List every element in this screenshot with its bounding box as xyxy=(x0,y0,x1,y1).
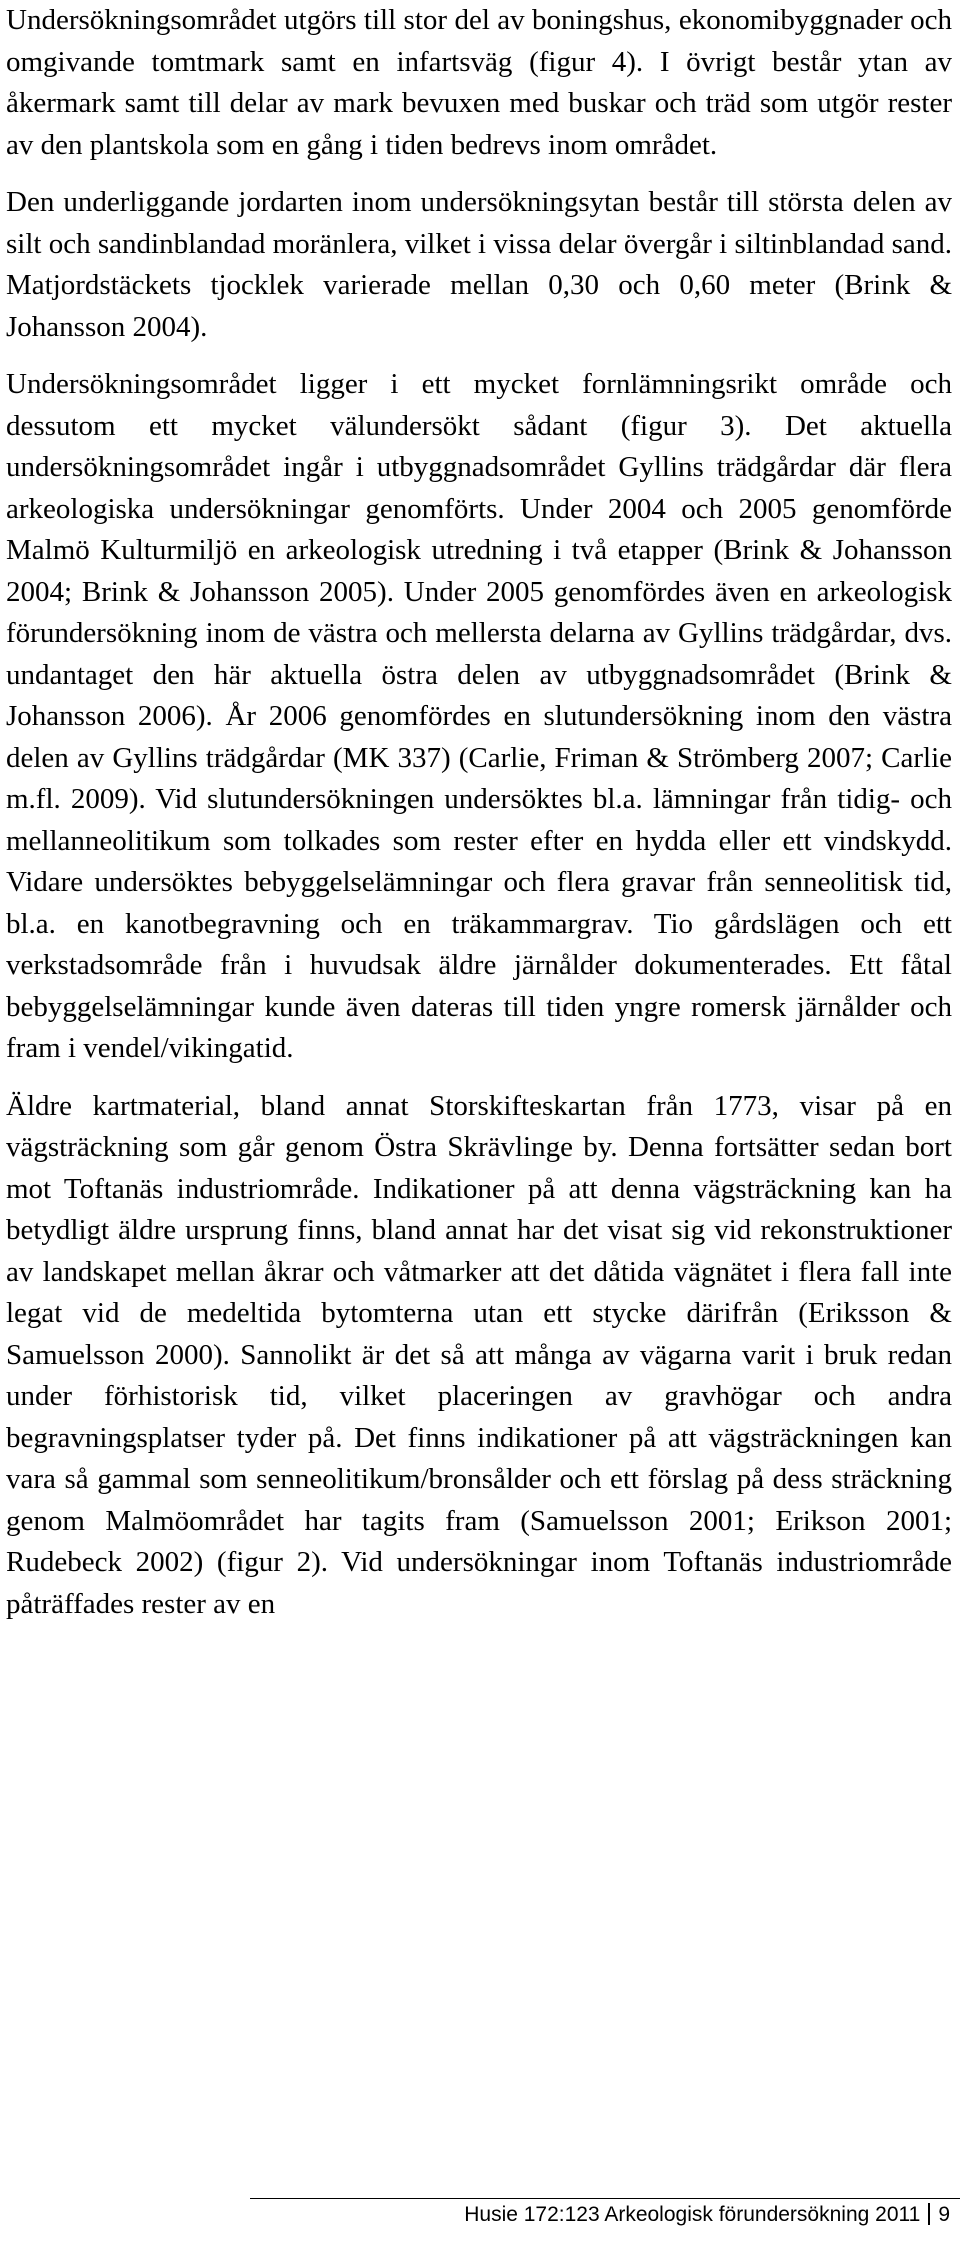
paragraph-soil-conditions: Den underliggande jordarten inom undersökningsytan består till största delen av silt och sandinblandad moränlera, vilket i vissa delar övergår i siltinblandad sand. Matjordstäckets tjocklek varierade mellan 0,30 och 0,60 meter (Brink & Johansson 2004). xyxy=(6,186,952,343)
footer-separator xyxy=(928,2203,930,2225)
footer-divider xyxy=(250,2198,960,2199)
paragraph-historical-maps: Äldre kartmaterial, bland annat Storskifteskartan från 1773, visar på en vägsträckning som går genom Östra Skrävlinge by. Denna fortsätter sedan bort mot Toftanäs industriområde. Indikationer på att denna vägsträckning kan ha betydligt äldre ursprung finns, bland annat har det visat sig vid rekonstruktioner av landskapet mellan åkrar och våtmarker att det dåtida vägnätet i flera fall inte legat vid de medeltida bytomterna utan ett stycke därifrån (Eriksson & Samuelsson 2000). Sannolikt är det så att många av vägarna varit i bruk redan under förhistorisk tid, vilket placeringen av gravhögar och andra begravningsplatser tyder på. Det finns indikationer på att vägsträckningen kan vara så gammal som senneolitikum/bronsålder och ett förslag på dess sträckning genom Malmöområdet har tagits fram (Samuelsson 2001; Erikson 2001; Rudebeck 2002) (figur 2). Vid undersökningar inom Toftanäs industriområde påträffades rester av en xyxy=(6,1089,952,1620)
paragraph-previous-investigations: Undersökningsområdet ligger i ett mycket fornlämningsrikt område och dessutom ett mycket välundersökt sådant (figur 3). Det aktuella undersökningsområdet ingår i utbyggnadsområdet Gyllins trädgårdar där flera arkeologiska undersökningar genomförts. Under 2004 och 2005 genomförde Malmö Kulturmiljö en arkeologisk utredning i två etapper (Brink & Johansson 2004; Brink & Johansson 2005). Under 2005 genomfördes även en arkeologisk förundersökning inom de västra och mellersta delarna av Gyllins trädgårdar, dvs. undantaget den här aktuella östra delen av utbyggnadsområdet (Brink & Johansson 2006). År 2006 genomfördes en slutundersökning inom den västra delen av Gyllins trädgårdar (MK 337) (Carlie, Friman & Strömberg 2007; Carlie m.fl. 2009). Vid slutundersökningen undersöktes bl.a. lämningar från tidig- och mellanneolitikum som tolkades som rester efter en hydda eller ett vindskydd. Vidare undersöktes bebyggelselämningar och flera gravar från senneolitisk tid, bl.a. en kanotbegravning och en träkammargrav. Tio gårdslägen och ett verkstadsområde från i huvudsak äldre järnålder dokumenterades. Ett fåtal bebyggelselämningar kunde även dateras till tiden yngre romersk järnålder och fram i vendel/vikingatid. xyxy=(6,368,952,1064)
page-number: 9 xyxy=(938,2203,950,2226)
page-footer xyxy=(464,2203,950,2227)
footer-publication: Husie 172:123 Arkeologisk förundersökning 2011 xyxy=(464,2203,921,2226)
document-body xyxy=(6,0,952,1625)
paragraph-site-description: Undersökningsområdet utgörs till stor del av boningshus, ekonomibyggnader och omgivande tomtmark samt en infartsväg (figur 4). I övrigt består ytan av åkermark samt till delar av mark bevuxen med buskar och träd som utgör rester av den plantskola som en gång i tiden bedrevs inom området. xyxy=(6,4,952,161)
